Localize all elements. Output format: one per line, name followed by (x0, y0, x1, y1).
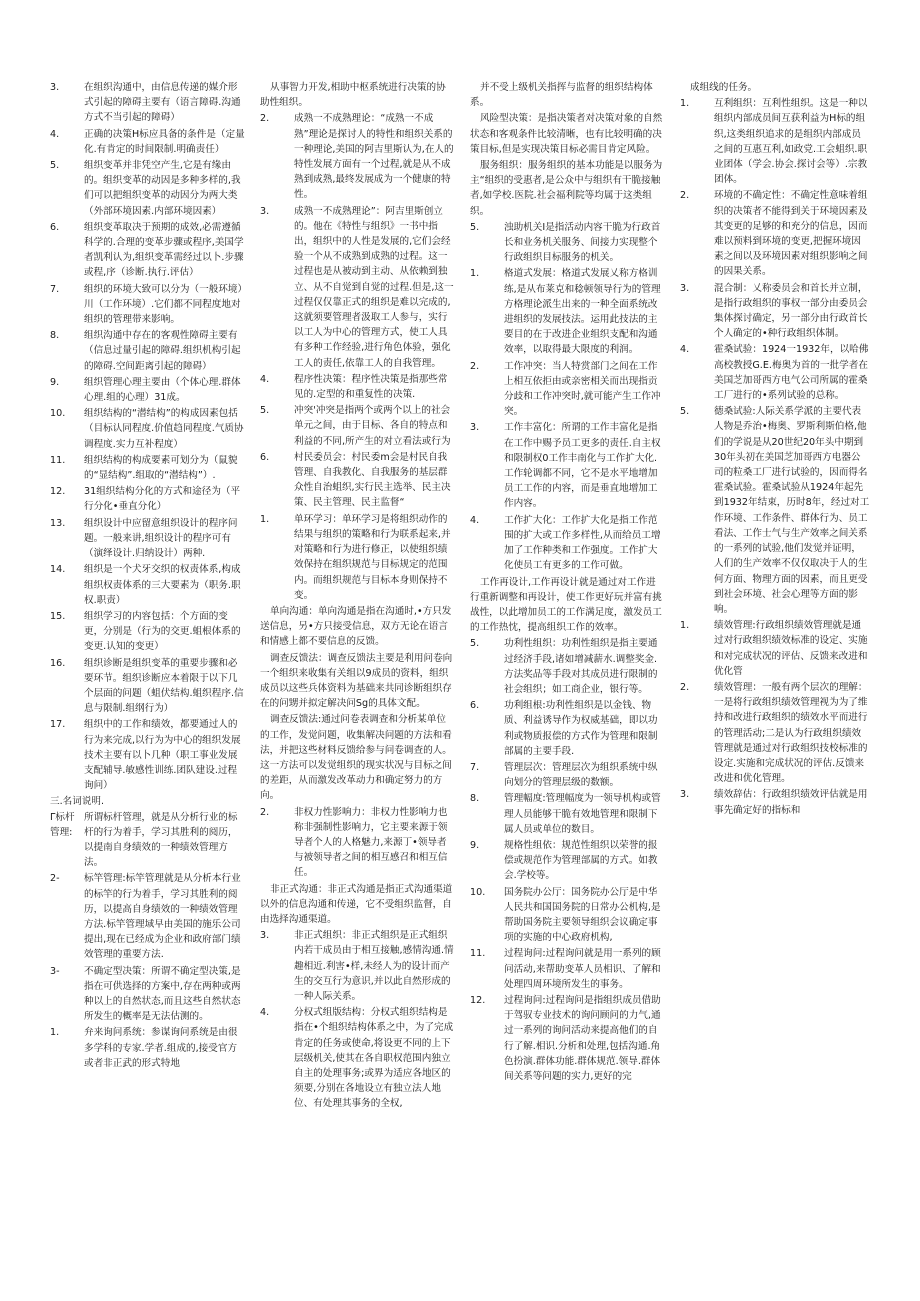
entry-text: 村民委员会：村民委m会是村民自我管理、自我教化、自我服务的基层群众性自治蛆织,实行民主选举、民主决策、民主管理、民主监督“ (294, 451, 451, 509)
entry-text: 绩效管理:行政组织绩效管理就是通过对行政组织绩效标准的设定、实施和对完成状况的评估、反馈来改进和优化管 (714, 620, 868, 677)
entry-number: 1. (680, 620, 690, 632)
entry-text: 工作冲突：当人特赏部门之间在工作上相互依拒由或亲密相关而出现指贡分歧和工作冲突时,就可能产生工作冲突。 (504, 360, 661, 418)
text-column-1 (50, 80, 245, 1072)
entry-text: 功利性组织：功利性组织是指主要通过经济手段,诸如增减薪水.调整奖金.方法奖品等手段对其成员进行限制的社会组织；如工商企业，银行等。 (504, 638, 658, 695)
numbered-entry (50, 158, 245, 219)
numbered-entry (470, 838, 665, 884)
numbered-entry (470, 636, 665, 697)
entry-text: 组织结构的“潜结构”的构成因素包括（目标认同程度.价值趋同程度.气质协调程度.实力互补程度） (84, 408, 244, 450)
numbered-entry (260, 928, 455, 1004)
entry-text: 管理层次：管理层次为组织系统中纵向划分的管理层级的数额。 (504, 761, 658, 789)
entry-number: 16. (50, 657, 66, 669)
entry-text: 规格性组依：规范性组织以荣誉的报偿或规范作为管理部属的方式。如教会.学校等。 (504, 839, 658, 882)
entry-number: 3. (680, 282, 690, 294)
entry-number: 8. (470, 793, 480, 805)
numbered-entry (260, 204, 455, 371)
numbered-entry (50, 871, 245, 962)
entry-number: 10. (50, 408, 66, 420)
paragraph: 工作再设计,工作再设计就是通过对工作进行重新调整和再设计，使工作更好玩并富有挑战性，以此增加员工的工作满足度，激发员工的工作热忱，提高组织工作的效率。 (470, 576, 662, 634)
entry-text: 互利组织：互利性组织。这是一种以组织内部成员间互获利益为H标的组织,这类组织追求的是组织内部成员之间的互惠互利,如政党.工会蛆织.职业团体（学会.协会.探讨会等）.宗教团体。 (714, 98, 868, 186)
entry-text: 在组织沟通中，由信息传递的媒介形式引起的障碍主要有（语言障碍.沟通方式不当引起的障碍） (84, 82, 241, 124)
entry-number: 5. (470, 221, 480, 233)
numbered-entry (50, 516, 245, 562)
entry-text: 非正式组织：非正式组织是正式组织内若干成员由于相互接触,感情沟通.情趣相近.利害•样,未经人为的设计而产生的交互行为意识,并以此自然形成的一种人际关系。 (294, 930, 454, 1002)
numbered-entry (50, 127, 245, 157)
numbered-entry (50, 328, 245, 374)
entry-text: 冲突'冲突是指两个或两个以上的社会单元之间，由于目标、各自的特点和利益的不同,所产生的对立看法或行为 (294, 405, 451, 447)
numbered-entry (680, 342, 870, 403)
entry-text: 组织是一个犬牙交织的权责体系,构成组织权责体系的三大要素为（职务.职权.职责） (84, 564, 241, 606)
numbered-entry (260, 403, 455, 449)
entry-number: 5. (680, 406, 690, 418)
numbered-entry (260, 450, 455, 511)
entry-text: 单环学习：单环学习是将组织动作的结果与组织的策略和行为联系起来,并对策略和行为进行修正，以使组织绩效保持在组织规范与目标规定的范围内。而组织规范与目标本身则保持不变。 (294, 513, 451, 601)
entry-number: 8. (50, 330, 60, 342)
entry-text: 成熟一不成熟理论”：阿吉里斯创立的。他在《特性与组织》一书中指出，组织中的人性是发展的,它们会经验一个从不成熟到成熟的过程。这一过程也是从被动到主动、从依赖到独立、从不自觉到自觉的过程.但是,这一过程仅仅靠正式的组织是难以完成的,这就须要管理者汲取工人参与，实行以工人为中心的管理方式，使工人具有多种工作经验,进行角色体验，强化工人的责任,依靠工人的自我管理。 (294, 205, 454, 369)
entry-text: 组织管理心理主要由（个体心理.群体心理.组的心理）31成。 (84, 376, 241, 404)
entry-text: 组织结构的构成要素可划分为（鼠貌的“显结构”.组取的“潜结构”）. (84, 454, 238, 482)
entry-number: 2. (680, 681, 690, 693)
entry-text: 组织中的工作和绩效，都要通过人的行为来完成,以行为为中心的组织发展技术主要有以卜几种（职工事业发展支配辅导.敏感性训练.团队建设.过程询问） (84, 719, 241, 792)
numbered-entry (470, 760, 665, 790)
entry-number: 4. (260, 373, 270, 385)
entry-text: 环境的不确定性：不确定性意味着组织的决策者不能得到关于环境因素及其变更的足够的和充分的信息，因而难以预料到环境的变更,把握环境因素之间以及环境因素对组织影响之间的因果关系。 (714, 190, 868, 278)
numbered-entry (50, 80, 245, 126)
paragraph: 成组线的任务。 (690, 82, 758, 93)
entry-number: 1. (680, 98, 690, 110)
entry-number: 4. (50, 128, 60, 140)
paragraph: 单向沟通：单向沟通是指在沟通时,•方只发送信息，另•方只接受信息，双方无论在语言和情感上都不要信息的反馈。 (260, 605, 452, 648)
paragraph: 服务组织：服务组织的基本功能是以服务为主“组织的受惠者,是公众中与组织有干脆接触者,如学校.医院.社会福利院等均属于这类组织。 (470, 160, 663, 217)
numbered-entry (470, 946, 665, 992)
numbered-entry (50, 562, 245, 608)
entry-text: 所谓标杆管理，就是从分析行业的标杆的行为着手，学习其胜利的阅历，以提南自身绩效的一种绩效管理方法。 (84, 811, 238, 869)
entry-number: Γ标杆管理: (50, 811, 75, 838)
entry-number: 15. (50, 610, 66, 622)
numbered-entry (50, 1025, 245, 1071)
numbered-entry (50, 484, 245, 514)
entry-number: 4. (260, 1007, 270, 1019)
entry-text: 德桑试验:人际关系学派的主要代表人物是乔治•梅奥、罗斯利斯伯格,他们的学说是从20世纪20年头中期到30年头初在美国芝加哥西方电器公司的粒桑工厂进行试验的，因而得名霍桑试验。霍桑试验从1924年起先到1932年结束，历时8年，经过对工作环境、工作条件、群体行为、员工看法、工作士气与生产效率之间关系的一系列的试验,他们发觉并证明，人们的生产效率不仅仅取决于人的生何方面、物理方面的因素，而且更受到社会环境、社会心理等方面的影响。 (714, 406, 870, 615)
entry-number: 2. (260, 113, 270, 125)
entry-number: 3. (260, 205, 270, 217)
numbered-entry (680, 787, 870, 817)
entry-number: 9. (470, 839, 480, 851)
entry-text: 绩效管理：一般有两个层次的理解：一是将行政组织绩效管理视为为了维持和改进行政组织的绩效水平而进行的管理活动;二是认为行政组织绩效管理就是通过对行政组织技校标准的设定.实施和完成状况的评估.反馈来改进和优化管理。 (714, 681, 868, 785)
entry-number: 1. (470, 268, 480, 280)
entry-number: 4. (470, 514, 480, 526)
entry-text: 霍桑试验：1924一1932年，以哈佛高校教授G.E.梅奥为首的一批学者在美国芝加哥西方电气公司所属的霍桑工厂进行的•系列试验的总称。 (714, 344, 869, 402)
paragraph: 风险型决策：是指决策者对决策对象的自然状态和客观条件比较清晰，也有比较明确的决策目标,但是实现决策目标必需目肯定风险。 (470, 113, 663, 155)
paragraph: 并不受上级机关指挥与监督的组织结构体系。 (470, 82, 653, 109)
entry-number: 4. (680, 344, 690, 356)
numbered-entry (470, 791, 665, 837)
numbered-entry (470, 359, 665, 420)
numbered-entry (260, 805, 455, 881)
paragraph: 从事智力开发,相助中枢系统进行决策的协助性组织。 (260, 82, 446, 109)
entry-text: 组织设计中应留意组织设计的程序问题。一般来讲,组织设计的程序可有（演绎设计.归纳设计）两种. (84, 517, 238, 560)
numbered-entry (260, 512, 455, 603)
numbered-entry (470, 266, 665, 357)
entry-text: 组织学习的内容包括：个方面的变更，分别是（行为的交更.蛆根体系的变更.认知的变更） (84, 610, 241, 653)
numbered-entry (50, 453, 245, 483)
numbered-entry (470, 513, 665, 574)
numbered-entry (50, 964, 245, 1025)
paragraph: 非正式沟通：非正式沟通是指正式沟通渠道以外的信息沟通和传递，它不受组织监督，自由选择沟通渠道。 (260, 883, 453, 925)
entry-number: 12. (50, 486, 66, 498)
entry-text: 弁来询问系统：参谋询问系统是由很多学科的专家.学者.组成的,接受官方或者非正武的形式特地 (84, 1027, 238, 1069)
numbered-entry (260, 111, 455, 202)
numbered-entry (680, 281, 870, 342)
entry-text: 非权力性影响力：非权力性影响力也称非强制性影响力，它主要来源于领导者个人的人格魅力,来源丁•领导者与被领导者之间的相互感召和相互信任。 (294, 806, 448, 879)
numbered-entry (470, 993, 665, 1084)
entry-number: 11. (470, 948, 486, 960)
entry-text: 组织变革取决于预期的成效,必需遵循科学的.合理的变革步骤或程序,美国学者凯利认为,组织变革需经过以卜.步骤或程,序（诊断.执行.评估） (84, 221, 244, 279)
entry-number: 5. (50, 160, 60, 172)
entry-number: 9. (50, 376, 60, 388)
entry-text: 过程询问:过程询问就是用一系列的顾问活动,来帮助变革人员相识、了解和处理四周环境所发生的事务。 (504, 948, 661, 990)
numbered-entry (470, 885, 665, 946)
text-column-4 (680, 80, 870, 819)
numbered-entry (50, 375, 245, 405)
entry-text: 国务院办公厅：国务院办公厅是中华人民共和国国务院的日常办公机构,是帮助国务院主要领导组织会议确定事项的实施的中心政府机构, (504, 886, 661, 944)
entry-text: 工作丰富化：所谓的工作丰富化是指在工作中赐予员工更多的责任.自主权和限制权0工作丰南化与工作扩大化.工作轮调都不同，它不是水平地增加员工工作的内容，而是垂直地增加工作内容。 (504, 422, 661, 510)
numbered-entry (50, 220, 245, 281)
paragraph: 调查反馈法:通过问卷表调查和分析某单位的工作，发觉问题，收集解决问题的方法和看法，并把这些材料反馈给参与问卷调查的人。这一方法可以发觉组织的现实状况与目标之间的差距，从而激发改革动力和确定努力的方向。 (260, 714, 452, 802)
numbered-entry (50, 717, 245, 793)
entry-text: 正确的决策H标应具备的条件是（定量化.有肯定的时间限制.明确责任） (84, 128, 245, 155)
entry-number: 14. (50, 564, 66, 576)
entry-text: 工作扩大化：工作扩大化是指工作范围的扩大或工作多样性,从而给员工增加了工作种类和工作强度。工作扩大化使员工有更多的工作可做。 (504, 514, 661, 572)
entry-number: 6. (50, 221, 60, 233)
numbered-entry (260, 372, 455, 402)
entry-text: 标竿管理:标竿管理就是从分析本行业的标竿的行为着手，学习其胜利的阅历，以提高自身绩效的一种绩效管理方法.标竿管理域早由美国的施乐公司提出,现在已经成为企业和政府部门绩效管理的重要方法. (84, 873, 241, 961)
entry-number: 6. (470, 700, 480, 712)
numbered-entry (470, 420, 665, 511)
numbered-entry (470, 698, 665, 759)
entry-text: 组织变革并非凭空产生,它是有缘由的。组织变革的动因是多种多样的,我们可以把组织变革的动因分为两大类（外部环境因素.内部环境因素） (84, 160, 241, 217)
paragraph: 调查反馈法：调查反馈法主要是利用问卷向一个组织来收集有关组以9成员的资料，组织成员以这些兵体资料为基础来共同诊断组织存在的问甥并拟定解决问Sg的具体文配。 (260, 652, 453, 710)
entry-text: 浊助机关I是指活动内容干脆为行政首长和业务机关服务、间接力实现整个行政组织目标服务的机关。 (504, 221, 661, 264)
entry-number: 7. (50, 283, 60, 295)
numbered-entry (50, 810, 245, 871)
entry-number: 3. (260, 930, 270, 942)
entry-text: 组织沟通中存在的客观性障碍主要有（信息过量引起的障碍.组织机构引起的障碍.空间距离引起的障碍） (84, 330, 241, 372)
entry-number: 2. (680, 190, 690, 202)
entry-number: 6. (260, 451, 270, 463)
entry-text: 程序性决策：程序性决策是指那些常见的.定型的和重复性的决策. (294, 373, 448, 401)
entry-text: 混合制：乂称委员会和首长并立制，是指行政组织的事权一部分由委员会集体探讨确定，另一部分由行政首长个人确定的•种行政组织体制。 (714, 282, 868, 340)
entry-text: 功利组根:功利性组织是以金钱、物质、利益诱导作为权威基础，即以功利或物质报偿的方式作为管理和限制部属的主要手段. (504, 700, 658, 757)
entry-number: 12. (470, 994, 486, 1006)
numbered-entry (680, 188, 870, 279)
entry-number: 5. (470, 638, 480, 650)
entry-number: 5. (260, 405, 270, 417)
entry-text: 31组织结构分化的方式和途径为（平行分化•垂直分化） (84, 486, 241, 513)
entry-number: 3. (680, 789, 690, 801)
entry-number: 1. (260, 513, 270, 525)
entry-number: 11. (50, 454, 66, 466)
section-heading: 三.名词说明. (50, 796, 105, 808)
entry-number: 7. (470, 761, 480, 773)
entry-text: 格道式发展：格道式发展乂称方格训练,是从布莱克和稔顿领导行为的管理方格理论派生出来的一种全面系统改进组织的发展技法。运用此技法的主要目的在于改进企业组织支配和沟通效率，以取得最大限度的利润。 (504, 268, 661, 356)
entry-text: 管理幅度:管理幅度为一领导机构或管理人员能够干脆有效地管理和限制下属人员或单位的数目。 (504, 793, 661, 835)
entry-text: 分权式组版结构：分权式组织结构是指在•个组织结构体系之中，为了完成肯定的任务或使命,将设更不同的上下层级机关,使其在各自职权范围内独立自主的处理事务;或界为适应各地区的须要,分别在各地设立有独立法人地位、有处理其事务的全权, (294, 1007, 454, 1110)
entry-number: 13. (50, 517, 66, 529)
entry-number: 10. (470, 886, 486, 898)
entry-number: 1. (50, 1027, 60, 1039)
text-column-3 (470, 80, 665, 1085)
numbered-entry (50, 609, 245, 655)
entry-text: 成熟一不成熟理论：“成熟一不成熟”理论是探讨人的特性和组织关系的一种理论,美国的阿吉里斯认为,在人的特性发展方面有一个过程,就是从不成熟到成熟,最终发展成为一个健康的特性。 (294, 113, 454, 201)
numbered-entry (680, 680, 870, 786)
entry-text: 不确定型决策：所谓不确定型决策,是指在可供选择的方案中,存在两种或两种以上的自然状态,而且这些自然状态所发生的概率是无法估测的。 (84, 965, 241, 1023)
numbered-entry (470, 220, 665, 266)
entry-text: 过程询问:过程询问是指组织成员借助于驾驭专业技术的询问顾问的力气,通过一系列的询问活动来提高他们的自行了解.相识.分析和处理,包括沟通.角色扮演.群体功能.群体规范.领导.群体间关系等问题的实力,更好的完 (504, 994, 661, 1082)
entry-text: 组织诊断是组织变革的重要步骤和必要环节。组织诊断应本着限于以下几个层面的问题（蛆伏结构.蛆织程序.信息与限制.组纲行为） (84, 657, 244, 715)
entry-text: 组织的环境大致可以分为（一般环境）川（工作环境）.它们都不同程度地对组织的管理带来影响。 (84, 283, 243, 326)
entry-text: 绩效辞估：行政组织绩效评估就是用事先确定好的指标和 (714, 789, 868, 816)
entry-number: 2. (470, 360, 480, 372)
numbered-entry (680, 618, 870, 679)
numbered-entry (50, 406, 245, 452)
entry-number: 2- (50, 873, 60, 885)
numbered-entry (50, 656, 245, 717)
entry-number: 3. (470, 422, 480, 434)
entry-number: 17. (50, 719, 66, 731)
text-column-2 (260, 80, 455, 1113)
entry-number: 3- (50, 965, 60, 977)
numbered-entry (680, 404, 870, 617)
numbered-entry (680, 96, 870, 187)
entry-number: 2. (260, 806, 270, 818)
entry-number: 3. (50, 82, 60, 93)
numbered-entry (260, 1005, 455, 1111)
numbered-entry (50, 282, 245, 328)
